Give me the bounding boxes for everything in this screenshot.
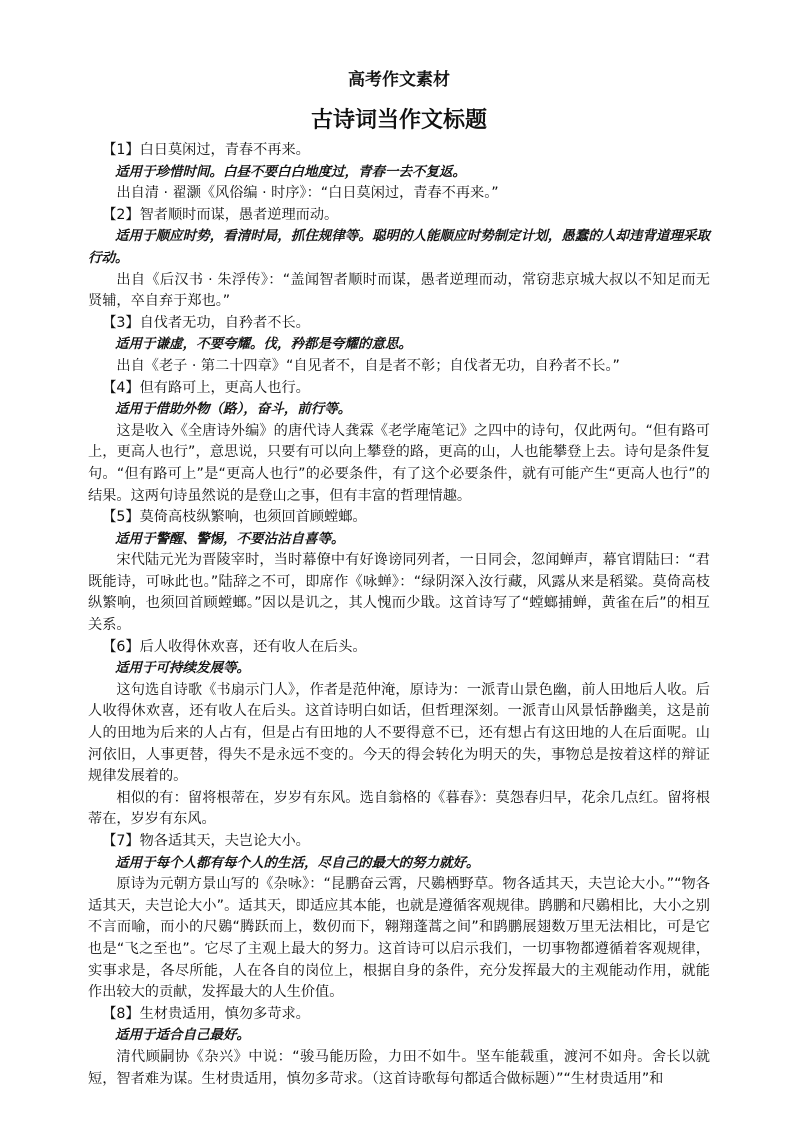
item-body: 出自清 · 翟灏《风俗编 · 时序》：“白日莫闲过，青春不再来。”	[116, 185, 499, 202]
item-body: 出自《后汉书 · 朱浮传》：“盖闻智者顺时而谋，愚者逆理而动，常窃悲京城大叔以不知足而无贤辅，卒自弃于郑也。”	[88, 271, 710, 310]
item-heading: 【1】白日莫闲过，青春不再来。	[102, 142, 310, 158]
item-usage: 适用于谦虚，不要夸耀。伐，矜都是夸耀的意思。	[115, 336, 412, 353]
item-usage: 适用于借助外物（路），奋斗，前行等。	[115, 401, 352, 418]
item-heading: 【8】生材贵适用，慎勿多苛求。	[102, 1005, 310, 1022]
document-page	[88, 68, 710, 1090]
item-usage: 适用于顺应时势，看清时局，抓住规律等。聪明的人能顺应时势制定计划，愚蠢的人却违背道理采取行动。	[88, 228, 710, 266]
item-usage: 适用于每个人都有每个人的生活，尽自己的最大的努力就好。	[115, 854, 480, 871]
document-title: 古诗词当作文标题	[310, 108, 487, 133]
item-heading: 【5】莫倚高枝纵繁响，也须回首顾螳螂。	[102, 509, 367, 526]
item-body: 原诗为元朝方景山写的《杂咏》：“昆鹏奋云霄，尺鷃栖野草。物各适其天，夫岂论大小。”“物各适其天，夫岂论大小”。适其天，即适应其本能，也就是遵循客观规律。鹍鹏和尺鷃相比，大小之别不言而喻，而小的尺鷃“腾跃而上，数仞而下，翱翔蓬蒿之间”和鹍鹏展翅数万里无法相比，可是它也是“飞之至也”。它尽了主观上最大的努力。这首诗可以启示我们，一切事物都遵循着客观规律，实事求是，各尽所能，人在各自的岗位上，根据自身的条件，充分发挥最大的主观能动作用，就能作出较大的贡献，发挥最大的人生价值。	[88, 876, 710, 1001]
item-heading: 【2】智者顺时而谋，愚者逆理而动。	[102, 206, 339, 223]
item-body: 相似的有：留将根蒂在，岁岁有东风。选自翁格的《暮春》：莫怨春归早，花余几点红。留将根蒂在，岁岁有东风。	[88, 789, 710, 828]
item-body: 宋代陆元光为晋陵宰时，当时幕僚中有好谗谤同列者，一日同会，忽闻蝉声，幕官谓陆曰：“君既能诗，可咏此也。”陆辞之不可，即席作《咏蝉》：“绿阴深入汝行藏，风露从来是稻粱。莫倚高枝纵繁响，也须回首顾螳螂。”因以是讥之，其人愧而少戢。这首诗写了“螳螂捕蝉，黄雀在后”的相互关系。	[88, 552, 710, 634]
item-heading: 【3】自伐者无功，自矜者不长。	[102, 314, 310, 331]
item-usage: 适用于珍惜时间。白昼不要白白地度过，青春一去不复返。	[115, 163, 466, 180]
item-body: 这句选自诗歌《书扇示门人》，作者是范仲淹，原诗为：一派青山景色幽，前人田地后人收。后人收得休欢喜，还有收人在后头。这首诗明白如话，但哲理深刻。一派青山风景恬静幽美，这是前人的田地为后来的人占有，但是占有田地的人不要得意不已，还有想占有这田地的人在后面呢。山河依旧，人事更替，得失不是永远不变的。今天的得会转化为明天的失，事物总是按着这样的辩证规律发展着的。	[88, 681, 710, 785]
item-usage: 适用于警醒、警惕，不要沾沾自喜等。	[115, 530, 345, 547]
item-heading: 【6】后人收得休欢喜，还有收人在后头。	[102, 638, 367, 655]
item-heading: 【7】物各适其天，夫岂论大小。	[102, 833, 310, 849]
item-usage: 适用于可持续发展等。	[115, 660, 250, 677]
item-body: 出自《老子 · 第二十四章》“自见者不，自是者不彰；自伐者无功，自矜者不长。”	[116, 357, 620, 374]
item-usage: 适用于适合自己最好。	[115, 1027, 250, 1044]
item-body: 这是收入《全唐诗外编》的唐代诗人龚霖《老学庵笔记》之四中的诗句，仅此两句。“但有路可上，更高人也行”，意思说，只要有可以向上攀登的路，更高的山，人也能攀登上去。诗句是条件复句。“但有路可上”是“更高人也行”的必要条件，有了这个必要条件，就有可能产生“更高人也行”的结果。这两句诗虽然说的是登山之事，但有丰富的哲理情趣。	[88, 422, 710, 504]
item-heading: 【4】但有路可上，更高人也行。	[102, 379, 310, 396]
document-subtitle: 高考作文素材	[348, 70, 450, 90]
item-body: 清代顾嗣协《杂兴》中说：“骏马能历险，力田不如牛。坚车能载重，渡河不如舟。舍长以就短，智者难为谋。生材贵适用，慎勿多苛求。（这首诗歌每句都适合做标题）”“生材贵适用”和	[88, 1048, 710, 1087]
